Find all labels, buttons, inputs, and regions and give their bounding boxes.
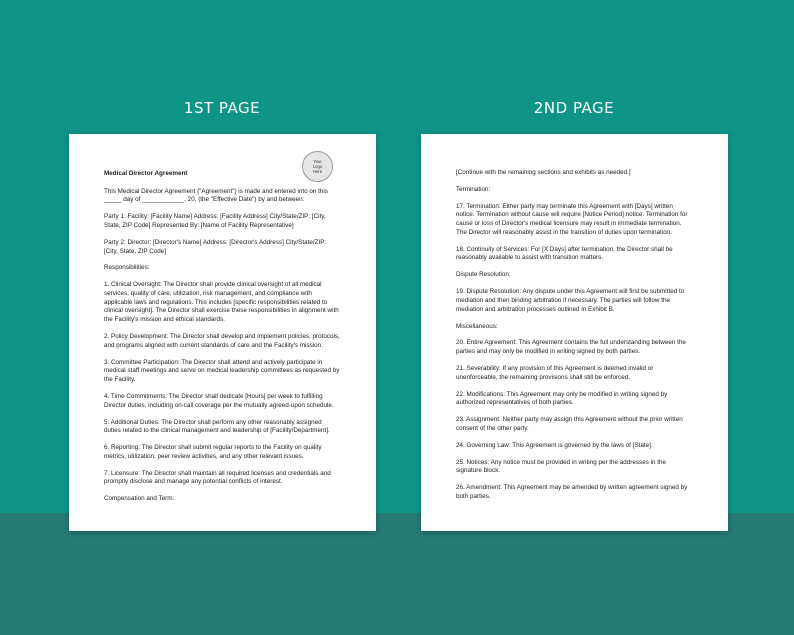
section-heading: Termination: <box>456 185 491 193</box>
paragraph: 7. Licensure: The Director shall maintain all required licenses and credentials and promptly disclose and manage any potential conflicts of interest. <box>104 469 331 486</box>
section-heading: Responsibilities: <box>104 264 150 272</box>
page-2-content <box>456 169 692 510</box>
paragraph: Party 2: Director: [Director's Name] Address: [Director's Address] City/State/ZIP: [City, State, ZIP Code] <box>104 238 327 255</box>
section-heading: Miscellaneous: <box>456 322 498 330</box>
paragraph: 4. Time Commitments: The Director shall dedicate [Hours] per week to fulfilling Director duties, including on-call coverage per the mutually agreed-upon schedule. <box>104 392 334 409</box>
section-heading: Compensation and Term: <box>104 495 175 503</box>
paragraph: This Medical Director Agreement ("Agreement") is made and entered into on this _____ day of ____________, 20, (the "Effective Date") by and between: <box>104 187 328 204</box>
paragraph: 25. Notices: Any notice must be provided in writing per the addresses in the signature block. <box>456 458 667 475</box>
paragraph: 23. Assignment: Neither party may assign this Agreement without the prior written consent of the other party. <box>456 416 683 432</box>
paragraph: 3. Committee Participation: The Director shall attend and actively participate in medical staff meetings and serve on medical leadership committees as requested by the Facility. <box>104 358 340 384</box>
document-title: Medical Director Agreement <box>104 170 188 177</box>
paragraph: 26. Amendment: This Agreement may be amended by written agreement signed by both parties. <box>456 484 688 501</box>
paragraph: 24. Governing Law: This Agreement is governed by the laws of [State]. <box>456 441 653 449</box>
section-heading: Dispute Resolution: <box>456 271 511 279</box>
paragraph: 1. Clinical Oversight: The Director shall provide clinical oversight of all medical services, quality of care, utilization, risk management, and compliance with applicable laws and regulations. This includes [specific responsibilities related to clinical oversight]. The Director shall exercise these responsibilities in alignment with the Facility's mission and ethical standards. <box>104 281 339 324</box>
paragraph: 20. Entire Agreement: This Agreement contains the full understanding between the parties and may only be modified in writing signed by both parties. <box>456 339 686 356</box>
page-1-content <box>104 170 340 512</box>
document-page-2 <box>421 134 728 531</box>
logo-placeholder-text: Your Logo Here <box>312 159 323 174</box>
floor-band <box>0 513 794 635</box>
document-page-1 <box>69 134 376 531</box>
paragraph: 19. Dispute Resolution: Any dispute under this Agreement will first be submitted to mediation and then binding arbitration if necessary. The parties will follow the mediation and arbitration processes outlined in Exhibit B. <box>456 288 685 313</box>
paragraph: 5. Additional Duties: The Director shall perform any other reasonably assigned duties related to the clinical management and leadership of [Facility/Department]. <box>104 418 330 435</box>
paragraph: Party 1: Facility: [Facility Name] Address: [Facility Address] City/State/ZIP: [City, State, ZIP Code] Represented By: [Name of Facility Representative] <box>104 213 326 229</box>
paragraph: [Continue with the remaining sections and exhibits as needed.] <box>456 169 631 176</box>
paragraph: 2. Policy Development: The Director shall develop and implement policies, protocols, and programs aligned with current standards of care and the Facility's mission. <box>104 333 340 349</box>
paragraph: 22. Modifications: This Agreement may only be modified in writing signed by authorized representatives of both parties. <box>456 390 668 407</box>
paragraph: 18. Continuity of Services: For [X Days] after termination, the Director shall be reasonably available to assist with transition matters. <box>456 245 673 262</box>
paragraph: 21. Severability: If any provision of this Agreement is deemed invalid or unenforceable, the remaining provisions shall still be enforced. <box>456 365 654 381</box>
paragraph: 6. Reporting: The Director shall submit regular reports to the Facility on quality metrics, utilization, peer review activities, and any other relevant issues. <box>104 444 322 460</box>
page-label-second: 2ND PAGE <box>533 99 615 117</box>
paragraph: 17. Termination: Either party may terminate this Agreement with [Days] written notice. Termination without cause will require [Notice Period] notice. Termination for cause or loss of Director's medical licensure may result in immediate termination. The Director will reasonably assist in the transition of duties upon termination. <box>456 202 688 236</box>
page-label-first: 1ST PAGE <box>183 99 261 117</box>
